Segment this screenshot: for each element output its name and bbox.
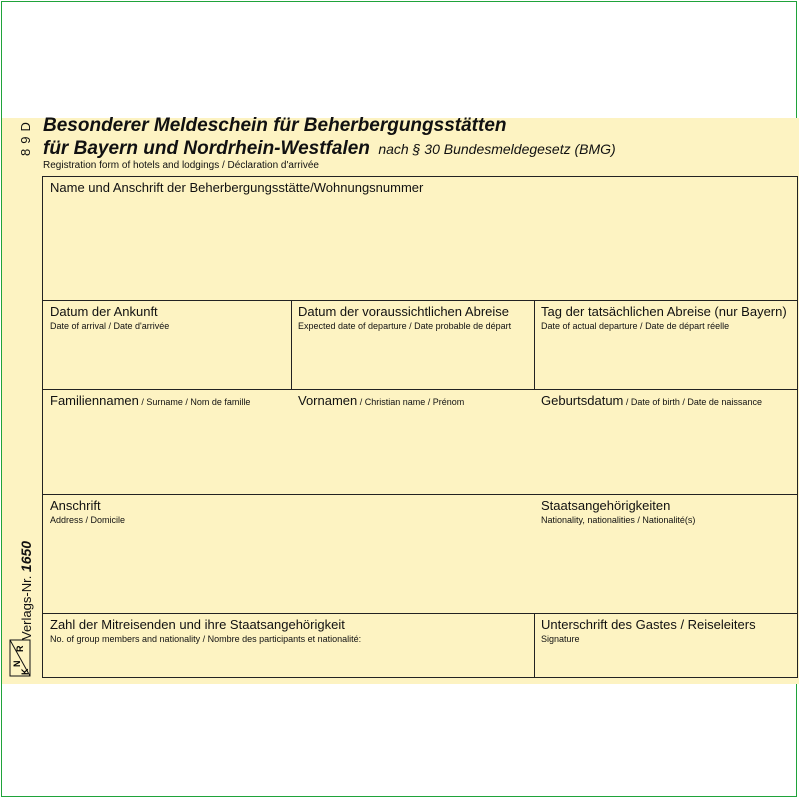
nationality-label: Staatsangehörigkeiten: [541, 498, 671, 513]
arrival-date-field[interactable]: [43, 301, 291, 389]
birth-date-label: [541, 393, 797, 408]
first-name-label: [298, 393, 534, 408]
logo-letter-r: R: [15, 645, 25, 652]
first-name-field[interactable]: [292, 390, 534, 494]
publisher-number: [18, 541, 34, 640]
address-sublabel: Address / Domicile: [50, 515, 126, 525]
logo-letter-k: K: [20, 668, 30, 675]
form-subtitle: Registration form of hotels and lodgings / Déclaration d'arrivée: [43, 160, 319, 171]
form-grid: [42, 176, 798, 678]
actual-departure-sublabel: Date of actual departure / Date de départ réelle: [541, 321, 730, 331]
first-name-sublabel: / Christian name / Prénom: [357, 397, 465, 407]
signature-sublabel: Signature: [541, 634, 580, 644]
actual-departure-field[interactable]: [535, 301, 797, 389]
arrival-date-sublabel: Date of arrival / Date d'arrivée: [50, 321, 170, 331]
address-field[interactable]: [43, 495, 534, 613]
signature-field[interactable]: [535, 614, 797, 677]
expected-departure-field[interactable]: [292, 301, 534, 389]
expected-departure-sublabel: Expected date of departure / Date probable de départ: [298, 321, 512, 331]
signature-label: Unterschrift des Gastes / Reiseleiters: [541, 617, 756, 632]
birth-date-sublabel: / Date of birth / Date de naissance: [623, 397, 762, 407]
surname-field[interactable]: [43, 390, 291, 494]
surname-label-text: Familiennamen: [50, 393, 139, 408]
expected-departure-label: Datum der voraussichtlichen Abreise: [298, 304, 509, 319]
form-title-line1: Besonderer Meldeschein für Beherbergungsstätten: [43, 115, 507, 136]
nationality-sublabel: Nationality, nationalities / Nationalité(s): [541, 515, 696, 525]
surname-sublabel: / Surname / Nom de famille: [138, 397, 251, 407]
first-name-label-text: Vornamen: [298, 393, 358, 408]
surname-label: [50, 393, 291, 408]
publisher-number-prefix: Verlags-Nr.: [19, 575, 34, 640]
nationality-field[interactable]: [535, 495, 797, 613]
companions-sublabel: No. of group members and nationality / Nombre des participants et nationalité:: [50, 634, 362, 644]
establishment-label: Name und Anschrift der Beherbergungsstätte/Wohnungsnummer: [50, 180, 424, 195]
establishment-field[interactable]: [43, 177, 797, 300]
form-title-suffix: nach § 30 Bundesmeldegesetz (BMG): [378, 141, 616, 157]
form-title-line2: [43, 138, 616, 160]
birth-date-label-text: Geburtsdatum: [541, 393, 624, 408]
address-label: Anschrift: [50, 498, 101, 513]
publisher-logo-icon: [8, 638, 32, 678]
companions-label: Zahl der Mitreisenden und ihre Staatsangehörigkeit: [50, 617, 345, 632]
arrival-date-label: Datum der Ankunft: [50, 304, 158, 319]
form-code: 89D: [18, 117, 33, 156]
publisher-number-value: 1650: [18, 540, 34, 573]
birth-date-field[interactable]: [535, 390, 797, 494]
logo-letter-n: N: [12, 660, 22, 667]
companions-field[interactable]: [43, 614, 534, 677]
actual-departure-label: Tag der tatsächlichen Abreise (nur Bayern): [541, 304, 787, 319]
form-title-line2-text: für Bayern und Nordrhein-Westfalen: [43, 138, 370, 159]
